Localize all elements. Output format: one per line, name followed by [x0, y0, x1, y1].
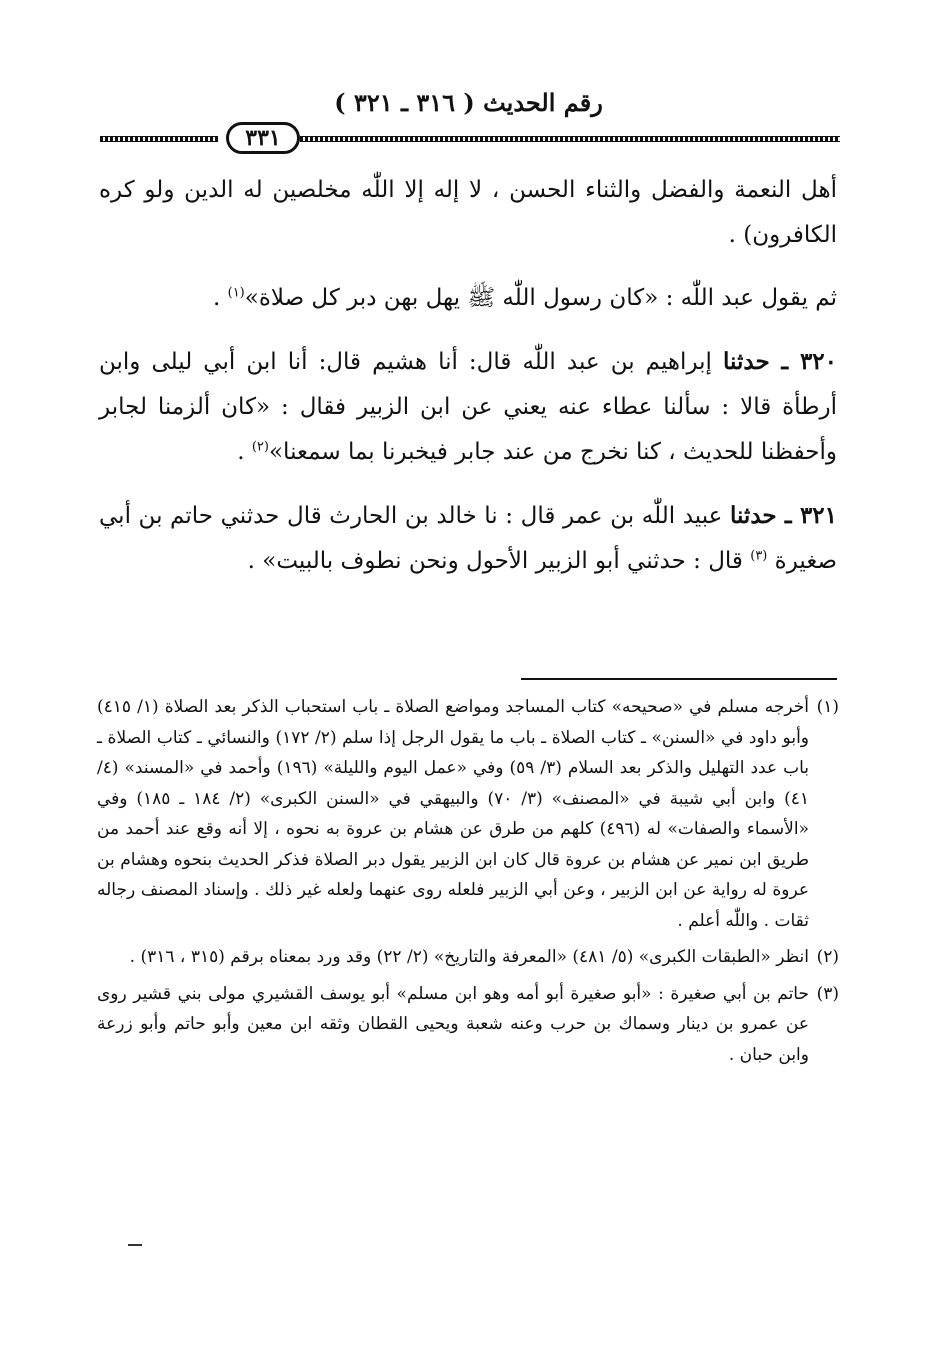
footnotes [97, 692, 839, 1076]
footnote-mark-1: (١) [816, 697, 839, 717]
header-rule-right [300, 136, 840, 142]
footnote-text-1: أخرجه مسلم في «صحيحه» كتاب المساجد ومواضع الصلاة ـ باب استحباب الذكر بعد الصلاة (١/ ٤١٥) وأبو داود في «السنن» ـ كتاب الصلاة ـ باب ما يقول الرجل إذا سلم (٢/ ١٧٢) والنسائي ـ كتاب الصلاة ـ باب عدد التهليل والذكر بعد السلام (٣/ ٥٩) وفي «عمل اليوم والليلة» (١٩٦) وأحمد في «المسند» (٤/ ٤١) وابن أبي شيبة في «المصنف» (٣/ ٧٠) والبيهقي في «السنن الكبرى» (٢/ ١٨٤ ـ ١٨٥) وفي «الأسماء والصفات» له (٤٩٦) كلهم من طرق عن هشام بن عروة به نحوه ، إلا أنه وقع عند أحمد من طريق ابن نمير عن هشام بن عروة قال كان ابن الزبير يقول دبر الصلاة فذكر الحديث بنحوه وهشام بن عروة له رواية عن ابن الزبير ، وعن أبي الزبير فلعله روى عنهما ولعله غير ذلك . وإسناد المصنف رجاله ثقات . واللّٰه أعلم . [97, 697, 810, 931]
footnote-ref-2: (٢) [251, 439, 269, 455]
footnote-text-2: انظر «الطبقات الكبرى» (٥/ ٤٨١) «المعرفة والتاريخ» (٢/ ٢٢) وقد ورد بمعناه برقم (٣١٥ ، ٣١٦) . [129, 947, 809, 967]
hadith-321 [99, 493, 837, 584]
header-ornament [100, 122, 840, 156]
hadith-end-320: . [237, 439, 252, 465]
footnote-3 [97, 979, 839, 1071]
hadith-number-321: ٣٢١ ـ حدثنا [729, 502, 837, 529]
paragraph-end: . [212, 285, 228, 311]
hadith-text-320: إبراهيم بن عبد اللّٰه قال: أنا هشيم قال: أنا ابن أبي ليلى وابن أرطأة قالا : سألنا عطاء عنه يعني عن ابن الزبير فقال : «كان ألزمنا لجابر وأحفظنا للحديث ، كنا نخرج من عند جابر فيخبرنا بما سمعنا» [99, 349, 837, 465]
footnote-ref-1: (١) [227, 285, 245, 301]
paragraph-text: ثم يقول عبد اللّٰه : «كان رسول اللّٰه ﷺ يهل بهن دبر كل صلاة» [244, 285, 837, 311]
footnote-text-3: حاتم بن أبي صغيرة : «أبو صغيرة أبو أمه وهو ابن مسلم» أبو يوسف القشيري مولى بني قشير روى عن عمرو بن دينار وسماك بن حرب وعنه شعبة ويحيى القطان وثقه ابن معين وأبو حاتم وأبو زرعة وابن حبان . [97, 983, 809, 1065]
footnote-mark-2: (٢) [816, 947, 839, 967]
footnote-2 [97, 942, 839, 973]
hadith-text-321-a: عبيد اللّٰه بن عمر قال : نا خالد بن الحارث قال حدثني حاتم بن أبي صغيرة [99, 503, 837, 574]
main-text [99, 168, 837, 602]
page-number: ٣٣١ [226, 122, 300, 154]
running-title: رقم الحديث ( ٣١٦ ـ ٣٢١ ) [334, 88, 603, 117]
footnote-1 [97, 692, 839, 936]
header-rule-left [100, 136, 218, 142]
hadith-number-320: ٣٢٠ ـ حدثنا [723, 348, 837, 375]
footnote-separator [521, 678, 837, 680]
footnote-mark-3: (٣) [816, 983, 839, 1004]
hadith-text-321-b: قال : حدثني أبو الزبير الأحول ونحن نطوف بالبيت» . [247, 548, 751, 574]
paragraph-continuation: أهل النعمة والفضل والثناء الحسن ، لا إله إلا اللّٰه مخلصين له الدين ولو كره الكافرون) . [99, 177, 837, 248]
print-mark [128, 1244, 142, 1246]
hadith-320 [99, 339, 837, 475]
footnote-ref-3: (٣) [750, 548, 768, 564]
paragraph-abdullah-saying [99, 276, 837, 321]
